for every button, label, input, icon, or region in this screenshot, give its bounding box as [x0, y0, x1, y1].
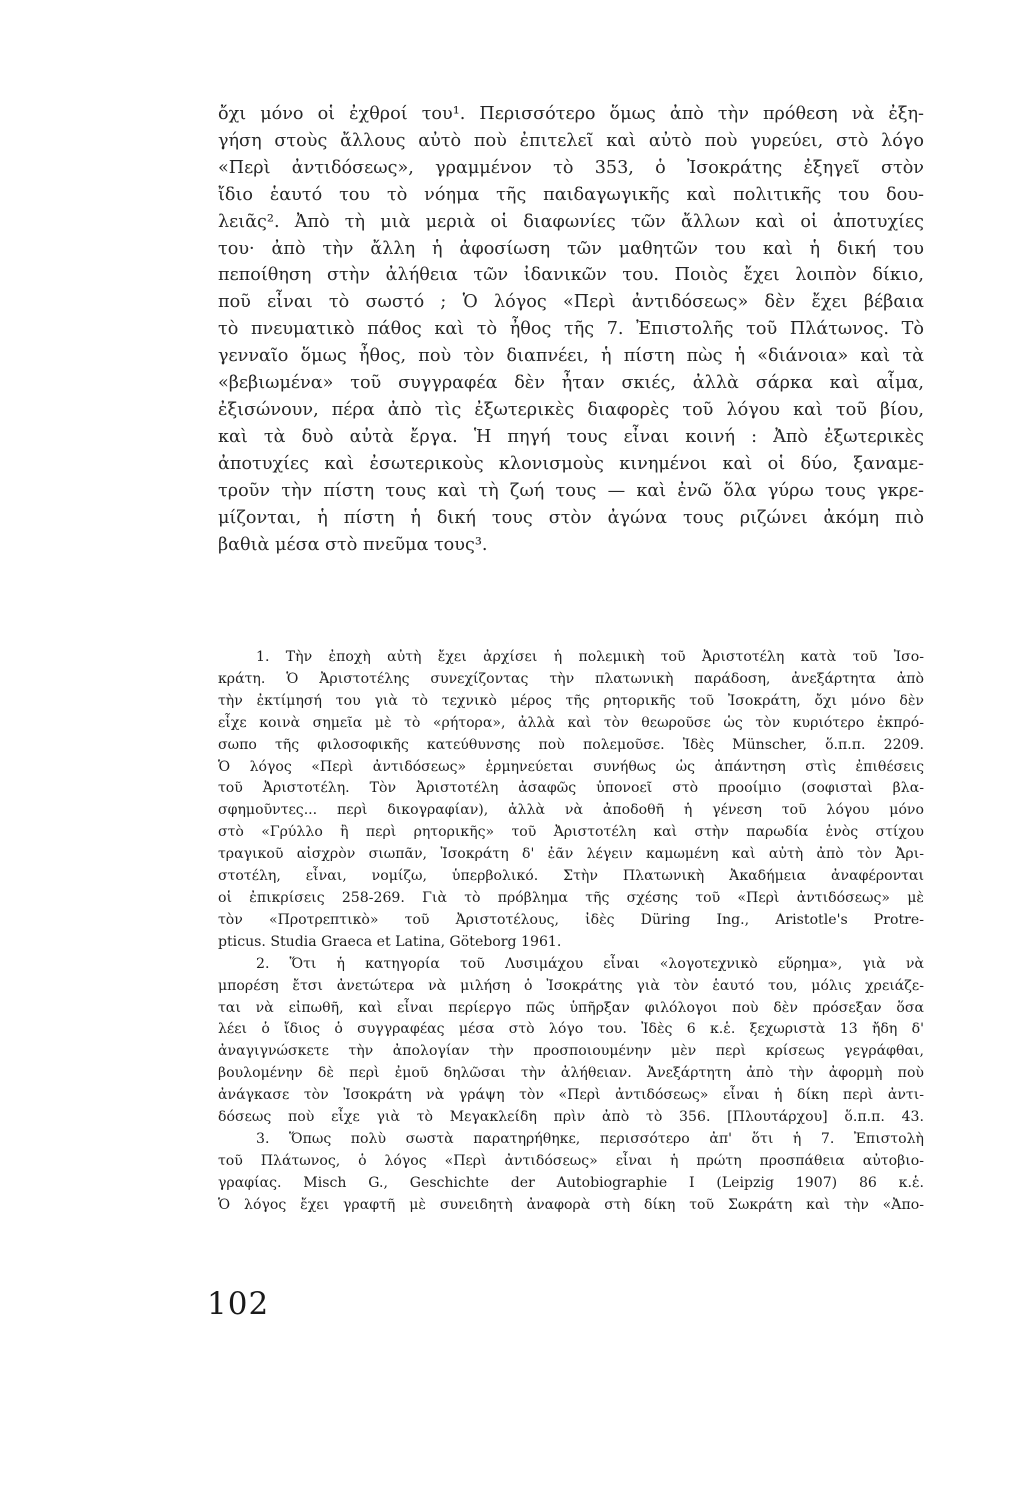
footnote-2-line: βουλομένην δὲ περὶ ἐμοῦ δηλῶσαι τὴν ἀλήθειαν. Ἀνεξάρτητη ἀπὸ τὴν ἀφορμὴ ποὺ — [218, 1065, 924, 1082]
footnote-1-line: Ὁ λόγος «Περὶ ἀντιδόσεως» ἑρμηνεύεται συνήθως ὡς ἀπάντηση στὶς ἐπιθέσεις — [218, 758, 924, 775]
main-text-line: μίζονται, ἡ πίστη ἡ δική τους στὸν ἀγώνα τους ριζώνει ἀκόμη πιὸ — [218, 507, 924, 528]
footnote-1-line: οἱ ἐπικρίσεις 258-269. Γιὰ τὸ πρόβλημα τῆς σχέσης τοῦ «Περὶ ἀντιδόσεως» μὲ — [218, 889, 924, 906]
footnote-1-line: τὸν «Προτρεπτικὸ» τοῦ Ἀριστοτέλους, ἰδὲς Düring Ing., Aristotle's Protre- — [218, 911, 924, 928]
main-text-line: λειᾶς². Ἀπὸ τὴ μιὰ μεριὰ οἱ διαφωνίες τῶν ἄλλων καὶ οἱ ἀποτυχίες — [218, 211, 924, 232]
footnote-2-line: 2. Ὅτι ἡ κατηγορία τοῦ Λυσιμάχου εἶναι «λογοτεχνικὸ εὕρημα», γιὰ νὰ — [256, 955, 924, 972]
main-text-line: «βεβιωμένα» τοῦ συγγραφέα δὲν ἦταν σκιές, ἀλλὰ σάρκα καὶ αἷμα, — [218, 373, 924, 394]
main-text-line: βαθιὰ μέσα στὸ πνεῦμα τους³. — [218, 534, 488, 555]
footnote-1-line: σφημοῦντες... περὶ δικογραφίαν), ἀλλὰ νὰ ἀποδοθῆ ἡ γένεση τοῦ λόγου μόνο — [218, 802, 924, 819]
footnote-1-line: εἶχε κοινὰ σημεῖα μὲ τὸ «ρήτορα», ἀλλὰ καὶ τὸν θεωροῦσε ὡς τὸν κυριότερο ἐκπρό- — [218, 714, 924, 731]
footnote-3-line: τοῦ Πλάτωνος, ὁ λόγος «Περὶ ἀντιδόσεως» εἶναι ἡ πρώτη προσπάθεια αὐτοβιο- — [218, 1152, 924, 1169]
main-text-line: γενναῖο ὅμως ἦθος, ποὺ τὸν διαπνέει, ἡ πίστη πὼς ἡ «διάνοια» καὶ τὰ — [218, 346, 924, 367]
footnote-3-line: γραφίας. Misch G., Geschichte der Autobiographie I (Leipzig 1907) 86 κ.ἑ. — [218, 1174, 924, 1191]
footnote-3-line: Ὁ λόγος ἔχει γραφτῆ μὲ συνειδητὴ ἀναφορὰ στὴ δίκη τοῦ Σωκράτη καὶ τὴν «Ἀπο- — [218, 1196, 924, 1213]
footnote-2-line: δόσεως ποὺ εἶχε γιὰ τὸ Μεγακλείδη πρὶν ἀπὸ τὸ 356. [Πλουτάρχου] ὅ.π.π. 43. — [218, 1109, 924, 1126]
footnote-2-line: ἀνάγκασε τὸν Ἰσοκράτη νὰ γράψη τὸν «Περὶ ἀντιδόσεως» εἶναι ἡ δίκη περὶ ἀντι- — [218, 1087, 924, 1104]
footnotes-block — [218, 647, 924, 1217]
footnote-1-line: 1. Τὴν ἐποχὴ αὐτὴ ἔχει ἀρχίσει ἡ πολεμικὴ τοῦ Ἀριστοτέλη κατὰ τοῦ Ἰσο- — [256, 649, 924, 665]
footnote-2-line: ἀναγιγνώσκετε τὴν ἀπολογίαν τὴν προσποιουμένην μὲν περὶ κρίσεως γεγράφθαι, — [218, 1043, 924, 1060]
main-text-line: πεποίθηση στὴν ἀλήθεια τῶν ἰδανικῶν του. Ποιὸς ἔχει λοιπὸν δίκιο, — [218, 265, 924, 286]
footnote-1-line: στὸ «Γρύλλο ἢ περὶ ρητορικῆς» τοῦ Ἀριστοτέλη καὶ στὴν παρωδία ἑνὸς στίχου — [218, 824, 924, 841]
footnote-1-line: τὴν ἐκτίμησή του γιὰ τὸ τεχνικὸ μέρος τῆς ρητορικῆς τοῦ Ἰσοκράτη, ὄχι μόνο δὲν — [218, 692, 924, 709]
footnote-3-line: 3. Ὅπως πολὺ σωστὰ παρατηρήθηκε, περισσότερο ἀπ' ὅτι ἡ 7. Ἐπιστολὴ — [256, 1130, 924, 1147]
footnote-1-line: τραγικοῦ αἰσχρὸν σιωπᾶν, Ἰσοκράτη δ' ἐᾶν λέγειν καμωμένη καὶ αὐτὴ ἀπὸ τὸν Ἀρι- — [218, 846, 924, 863]
footnote-1-line: στοτέλη, εἶναι, νομίζω, ὑπερβολικό. Στὴν Πλατωνικὴ Ἀκαδήμεια ἀναφέρονται — [218, 868, 924, 885]
footnote-1-line: τοῦ Ἀριστοτέλη. Τὸν Ἀριστοτέλη ἀσαφῶς ὑπονοεῖ στὸ προοίμιο (σοφισταὶ βλα- — [218, 780, 924, 797]
main-text-line: ἀποτυχίες καὶ ἐσωτερικοὺς κλονισμοὺς κινημένοι καὶ οἱ δύο, ξαναμε- — [218, 453, 924, 474]
main-text-line: ἐξισώνουν, πέρα ἀπὸ τὶς ἐξωτερικὲς διαφορὲς τοῦ λόγου καὶ τοῦ βίου, — [218, 399, 924, 420]
main-text-line: «Περὶ ἀντιδόσεως», γραμμένον τὸ 353, ὁ Ἰσοκράτης ἐξηγεῖ στὸν — [218, 157, 924, 178]
footnote-2-line: μπορέση ἔτσι ἀνετώτερα νὰ μιλήση ὁ Ἰσοκράτης γιὰ τὸν ἑαυτό του, μόλις χρειάζε- — [218, 977, 924, 994]
main-text-line: γήση στοὺς ἄλλους αὐτὸ ποὺ ἐπιτελεῖ καὶ αὐτὸ ποὺ γυρεύει, στὸ λόγο — [218, 130, 924, 151]
footnote-2-line: ται νὰ εἰπωθῆ, καὶ εἶναι περίεργο πῶς ὑπῆρξαν φιλόλογοι ποὺ δὲν πρόσεξαν ὅσα — [218, 999, 924, 1016]
footnote-2-line: λέει ὁ ἴδιος ὁ συγγραφέας μέσα στὸ λόγο του. Ἰδὲς 6 κ.ἑ. ξεχωριστὰ 13 ἤδη δ' — [218, 1021, 924, 1038]
main-text-line: ὄχι μόνο οἱ ἐχθροί του¹. Περισσότερο ὅμως ἀπὸ τὴν πρόθεση νὰ ἐξη- — [218, 104, 924, 124]
main-text-line: τὸ πνευματικὸ πάθος καὶ τὸ ἦθος τῆς 7. Ἐπιστολῆς τοῦ Πλάτωνος. Τὸ — [218, 319, 924, 340]
main-text-line: τροῦν τὴν πίστη τους καὶ τὴ ζωή τους — καὶ ἐνῶ ὅλα γύρω τους γκρε- — [218, 480, 924, 501]
main-text-block — [218, 101, 924, 558]
main-text-line: ἴδιο ἑαυτό του τὸ νόημα τῆς παιδαγωγικῆς καὶ πολιτικῆς του δου- — [218, 184, 924, 205]
page-number: 102 — [207, 1286, 270, 1322]
main-text-line: του· ἀπὸ τὴν ἄλλη ἡ ἀφοσίωση τῶν μαθητῶν του καὶ ἡ δική του — [218, 238, 924, 259]
footnote-1-line: pticus. Studia Graeca et Latina, Göteborg 1961. — [218, 933, 562, 950]
footnote-1-line: κράτη. Ὁ Ἀριστοτέλης συνεχίζοντας τὴν πλατωνικὴ παράδοση, ἀνεξάρτητα ἀπὸ — [218, 670, 924, 687]
main-text-line: καὶ τὰ δυὸ αὐτὰ ἔργα. Ἡ πηγή τους εἶναι κοινή : Ἀπὸ ἐξωτερικὲς — [218, 426, 924, 447]
footnote-1-line: σωπο τῆς φιλοσοφικῆς κατεύθυνσης ποὺ πολεμοῦσε. Ἰδὲς Münscher, ὅ.π.π. 2209. — [218, 736, 924, 753]
main-text-line: ποῦ εἶναι τὸ σωστό ; Ὁ λόγος «Περὶ ἀντιδόσεως» δὲν ἔχει βέβαια — [218, 292, 924, 313]
